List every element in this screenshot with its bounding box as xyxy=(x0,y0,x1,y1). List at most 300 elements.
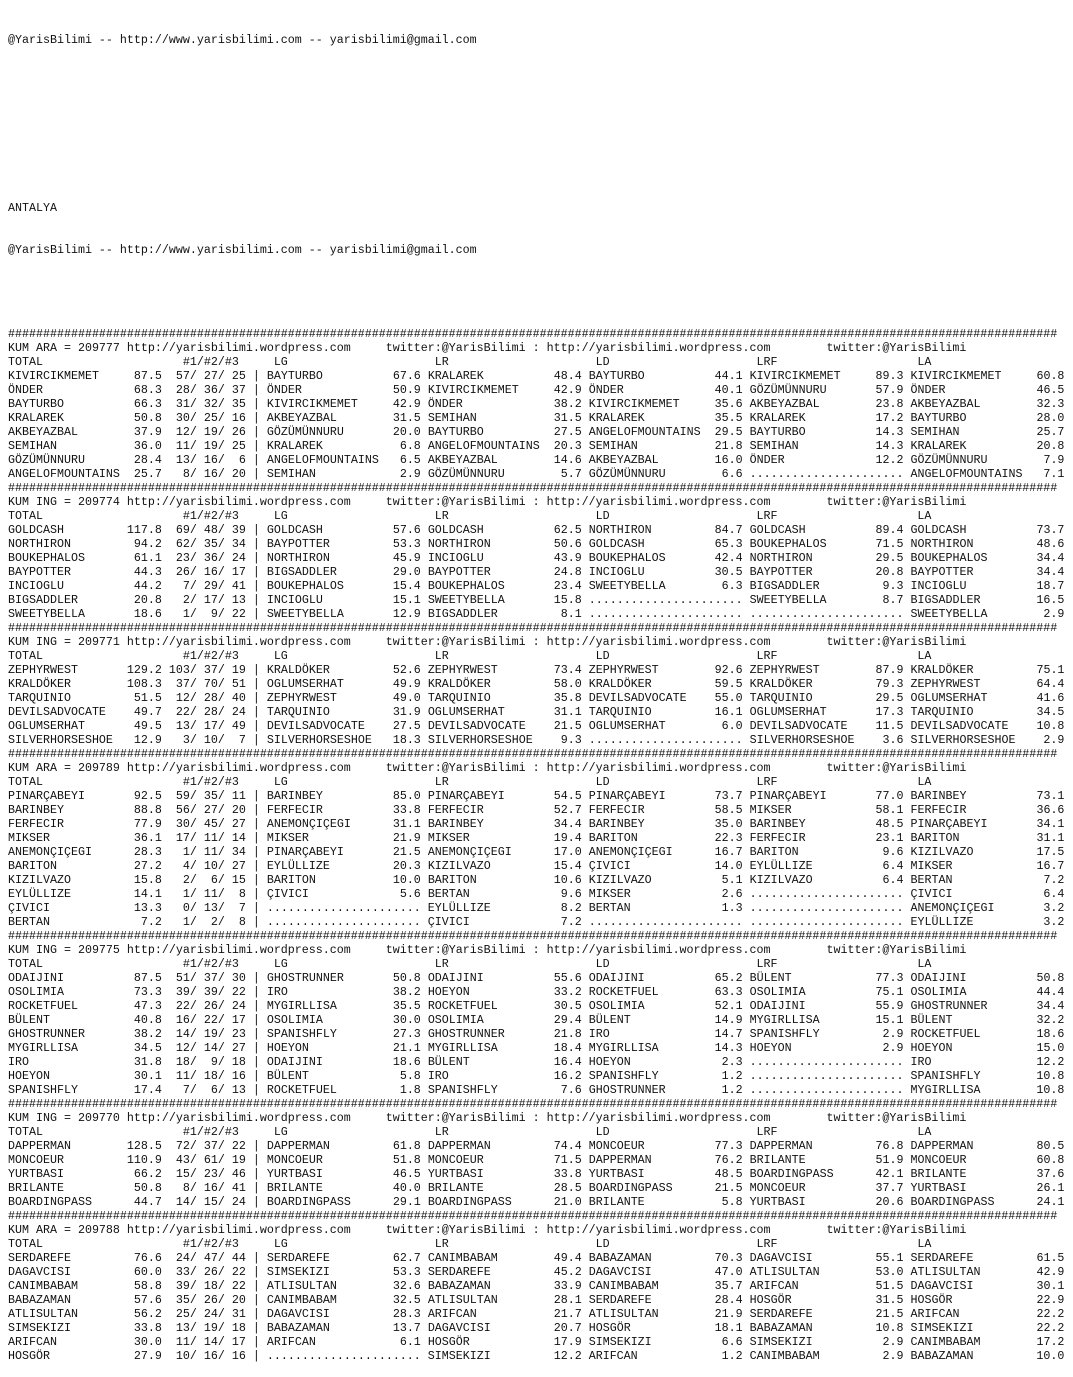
la-horse-name: DAGAVCISI xyxy=(910,1279,1030,1293)
lg-horse-name: GÖZÜMÜNNURU xyxy=(266,425,386,439)
space xyxy=(582,915,589,929)
place-3-count: 6 xyxy=(224,453,246,467)
ld-value: 6.0 xyxy=(707,719,743,733)
twitter-handle: twitter:@YarisBilimi xyxy=(385,635,526,649)
ld-horse-name: SEMIHAN xyxy=(588,439,708,453)
slash: / xyxy=(217,397,225,411)
space xyxy=(904,817,911,831)
space xyxy=(904,411,911,425)
lg-value: 49.0 xyxy=(385,691,421,705)
lrf-value: 6.4 xyxy=(868,873,904,887)
space xyxy=(162,733,169,747)
slash: / xyxy=(189,537,197,551)
ld-value: 59.5 xyxy=(707,677,743,691)
lg-horse-name: BAYPOTTER xyxy=(266,537,386,551)
table-row xyxy=(8,537,1064,551)
divider: | xyxy=(245,999,267,1013)
total-value: 36.1 xyxy=(126,831,162,845)
race-id: KUM ING = 209771 xyxy=(8,635,120,649)
space xyxy=(120,1279,127,1293)
space xyxy=(904,1069,911,1083)
place-1-count: 1 xyxy=(168,915,190,929)
place-3-count: 27 xyxy=(224,817,246,831)
horse-name: BAYTURBO xyxy=(8,397,120,411)
slash: / xyxy=(189,971,197,985)
place-3-count: 16 xyxy=(224,411,246,425)
lr-horse-name: PINARÇABEYI xyxy=(427,789,547,803)
lr-value: 38.2 xyxy=(546,397,582,411)
blog-url: http://yarisbilimi.wordpress.com xyxy=(546,341,771,355)
lr-horse-name: BABAZAMAN xyxy=(427,1279,547,1293)
lr-horse-name: BAYPOTTER xyxy=(427,565,547,579)
la-value: 50.8 xyxy=(1029,971,1065,985)
space xyxy=(743,915,750,929)
divider: | xyxy=(245,607,267,621)
slash: / xyxy=(189,1321,197,1335)
space xyxy=(582,1069,589,1083)
lrf-value: 12.2 xyxy=(868,453,904,467)
lr-horse-name: YURTBASI xyxy=(427,1167,547,1181)
total-value: 87.5 xyxy=(126,369,162,383)
space xyxy=(120,1251,127,1265)
place-2-count: 48 xyxy=(196,523,218,537)
space xyxy=(904,1139,911,1153)
ld-value: 21.8 xyxy=(707,439,743,453)
lrf-value: 89.3 xyxy=(868,369,904,383)
place-1-count: 31 xyxy=(168,397,190,411)
slash: / xyxy=(189,789,197,803)
table-row xyxy=(8,579,1064,593)
lrf-horse-name: BOUKEPHALOS xyxy=(749,537,869,551)
space xyxy=(120,971,127,985)
space xyxy=(743,1349,750,1363)
lrf-horse-name: KRALAREK xyxy=(749,411,869,425)
lg-value: 52.6 xyxy=(385,663,421,677)
lg-value: 50.9 xyxy=(385,383,421,397)
space xyxy=(904,467,911,481)
space xyxy=(162,859,169,873)
total-value: 17.4 xyxy=(126,1083,162,1097)
lg-horse-name: HOEYON xyxy=(266,1041,386,1055)
slash: / xyxy=(217,1349,225,1363)
horse-name: ANEMONÇIÇEGI xyxy=(8,845,120,859)
divider: | xyxy=(245,803,267,817)
colon: : xyxy=(532,943,540,957)
place-3-count: 40 xyxy=(224,691,246,705)
lrf-value: 17.3 xyxy=(868,705,904,719)
lr-value: 16.2 xyxy=(546,1069,582,1083)
lrf-value: 57.9 xyxy=(868,383,904,397)
lg-horse-name: ANEMONÇIÇEGI xyxy=(266,817,386,831)
slash: / xyxy=(217,1321,225,1335)
lg-value: 15.4 xyxy=(385,579,421,593)
space xyxy=(120,1111,127,1125)
space xyxy=(582,467,589,481)
lg-value: 38.2 xyxy=(385,985,421,999)
space xyxy=(421,1293,428,1307)
total-value: 27.9 xyxy=(126,1349,162,1363)
total-value: 60.0 xyxy=(126,1265,162,1279)
place-1-count: 11 xyxy=(168,439,190,453)
space xyxy=(582,383,589,397)
total-value: 40.8 xyxy=(126,1013,162,1027)
space xyxy=(582,817,589,831)
space xyxy=(162,1321,169,1335)
lg-horse-name: MIKSER xyxy=(266,831,386,845)
lrf-value: 23.1 xyxy=(868,831,904,845)
place-2-count: 32 xyxy=(196,397,218,411)
total-value: 117.8 xyxy=(126,523,162,537)
lr-value: 74.4 xyxy=(546,1139,582,1153)
place-3-count: 19 xyxy=(224,663,246,677)
la-horse-name: ROCKETFUEL xyxy=(910,1027,1030,1041)
table-row xyxy=(8,719,1064,733)
header-lr: LR xyxy=(434,509,596,523)
space xyxy=(743,551,750,565)
separator-line: ###################################################################################################################################################### xyxy=(8,747,1058,761)
la-horse-name: BRILANTE xyxy=(910,1167,1030,1181)
divider: | xyxy=(245,537,267,551)
la-horse-name: ODAIJINI xyxy=(910,971,1030,985)
place-3-count: 24 xyxy=(224,551,246,565)
race-sections xyxy=(8,327,1064,1363)
space xyxy=(904,1153,911,1167)
space xyxy=(540,635,547,649)
slash: / xyxy=(189,1251,197,1265)
la-value: 2.9 xyxy=(1029,607,1065,621)
lr-value: 35.8 xyxy=(546,691,582,705)
total-value: 44.3 xyxy=(126,565,162,579)
space xyxy=(421,383,428,397)
space xyxy=(743,719,750,733)
lrf-value: 2.9 xyxy=(868,1041,904,1055)
space xyxy=(421,705,428,719)
lg-horse-name: BRILANTE xyxy=(266,1181,386,1195)
place-1-count: 14 xyxy=(168,1195,190,1209)
lr-horse-name: INCIOGLU xyxy=(427,551,547,565)
slash: / xyxy=(189,453,197,467)
lg-value: 5.6 xyxy=(385,887,421,901)
place-3-count: 22 xyxy=(224,1139,246,1153)
la-value: 10.8 xyxy=(1029,719,1065,733)
slash: / xyxy=(217,1181,225,1195)
slash: / xyxy=(189,439,197,453)
header-la: LA xyxy=(917,355,932,369)
space xyxy=(743,733,750,747)
divider: | xyxy=(245,1321,267,1335)
la-value: 22.2 xyxy=(1029,1307,1065,1321)
space xyxy=(904,831,911,845)
table-row xyxy=(8,1027,1064,1041)
slash: / xyxy=(189,803,197,817)
space xyxy=(904,1293,911,1307)
table-row xyxy=(8,873,1064,887)
horse-name: BIGSADDLER xyxy=(8,593,120,607)
table-row xyxy=(8,1167,1064,1181)
lg-horse-name: AKBEYAZBAL xyxy=(266,411,386,425)
table-row xyxy=(8,425,1064,439)
lr-value: 33.8 xyxy=(546,1167,582,1181)
lrf-horse-name: PINARÇABEYI xyxy=(749,789,869,803)
lg-horse-name: BOUKEPHALOS xyxy=(266,579,386,593)
twitter-handle: twitter:@YarisBilimi xyxy=(826,1223,967,1237)
ld-horse-name: DAGAVCISI xyxy=(588,1265,708,1279)
header-total: TOTAL xyxy=(8,355,183,369)
slash: / xyxy=(217,1307,225,1321)
la-horse-name: BABAZAMAN xyxy=(910,1349,1030,1363)
lr-value: 42.9 xyxy=(546,383,582,397)
lrf-empty-cell: ...................... xyxy=(749,915,904,929)
space xyxy=(743,523,750,537)
la-horse-name: INCIOGLU xyxy=(910,579,1030,593)
space xyxy=(120,1195,127,1209)
lrf-horse-name: OGLUMSERHAT xyxy=(749,705,869,719)
lr-horse-name: CANIMBABAM xyxy=(427,1251,547,1265)
slash: / xyxy=(189,565,197,579)
space xyxy=(120,985,127,999)
la-horse-name: IRO xyxy=(910,1055,1030,1069)
total-value: 50.8 xyxy=(126,1181,162,1195)
header-la: LA xyxy=(917,1237,932,1251)
space xyxy=(743,817,750,831)
lrf-horse-name: ÖNDER xyxy=(749,453,869,467)
ld-horse-name: PINARÇABEYI xyxy=(588,789,708,803)
lrf-horse-name: ODAIJINI xyxy=(749,999,869,1013)
space xyxy=(162,565,169,579)
slash: / xyxy=(217,1069,225,1083)
space xyxy=(421,467,428,481)
lr-value: 71.5 xyxy=(546,1153,582,1167)
lr-horse-name: OSOLIMIA xyxy=(427,1013,547,1027)
slash: / xyxy=(189,915,197,929)
lr-value: 5.7 xyxy=(546,467,582,481)
space xyxy=(120,579,127,593)
place-3-count: 20 xyxy=(224,803,246,817)
la-horse-name: GHOSTRUNNER xyxy=(910,999,1030,1013)
place-3-count: 27 xyxy=(224,859,246,873)
space xyxy=(904,551,911,565)
ld-horse-name: NORTHIRON xyxy=(588,523,708,537)
race-id: KUM ARA = 209777 xyxy=(8,341,120,355)
header-ld: LD xyxy=(595,957,757,971)
space xyxy=(162,1153,169,1167)
space xyxy=(120,1139,127,1153)
ld-value: 84.7 xyxy=(707,523,743,537)
lr-horse-name: ÖNDER xyxy=(427,397,547,411)
horse-name: AKBEYAZBAL xyxy=(8,425,120,439)
header-lrf: LRF xyxy=(756,1125,918,1139)
space xyxy=(743,859,750,873)
ld-value: 35.5 xyxy=(707,411,743,425)
space xyxy=(421,1013,428,1027)
space xyxy=(351,635,386,649)
ld-horse-name: MYGIRLLISA xyxy=(588,1041,708,1055)
lg-value: 29.0 xyxy=(385,565,421,579)
lg-horse-name: BARINBEY xyxy=(266,789,386,803)
la-value: 16.5 xyxy=(1029,593,1065,607)
lr-horse-name: TARQUINIO xyxy=(427,691,547,705)
space xyxy=(743,453,750,467)
space xyxy=(421,1265,428,1279)
lr-horse-name: ANEMONÇIÇEGI xyxy=(427,845,547,859)
space xyxy=(582,831,589,845)
table-row xyxy=(8,1251,1064,1265)
slash: / xyxy=(217,439,225,453)
total-value: 94.2 xyxy=(126,537,162,551)
space xyxy=(904,439,911,453)
space xyxy=(162,691,169,705)
total-value: 30.1 xyxy=(126,1069,162,1083)
lrf-value: 9.6 xyxy=(868,845,904,859)
la-value: 64.4 xyxy=(1029,677,1065,691)
lr-horse-name: DEVILSADVOCATE xyxy=(427,719,547,733)
slash: / xyxy=(217,999,225,1013)
place-2-count: 9 xyxy=(196,607,218,621)
space xyxy=(743,439,750,453)
lg-value: 61.8 xyxy=(385,1139,421,1153)
space xyxy=(421,537,428,551)
lg-horse-name: ROCKETFUEL xyxy=(266,1083,386,1097)
ld-value: 44.1 xyxy=(707,369,743,383)
lg-value: 31.9 xyxy=(385,705,421,719)
section-title-line xyxy=(8,1111,1064,1125)
space xyxy=(120,1083,127,1097)
divider: | xyxy=(245,1307,267,1321)
place-1-count: 28 xyxy=(168,383,190,397)
horse-name: KRALDÖKER xyxy=(8,677,120,691)
la-horse-name: PINARÇABEYI xyxy=(910,817,1030,831)
space xyxy=(162,523,169,537)
space xyxy=(743,593,750,607)
lg-horse-name: BABAZAMAN xyxy=(266,1321,386,1335)
space xyxy=(120,719,127,733)
space xyxy=(582,1321,589,1335)
ld-value: 14.9 xyxy=(707,1013,743,1027)
header-ld: LD xyxy=(595,355,757,369)
lrf-horse-name: HOEYON xyxy=(749,1041,869,1055)
header-lg: LG xyxy=(273,509,435,523)
slash: / xyxy=(189,859,197,873)
space xyxy=(162,607,169,621)
total-value: 61.1 xyxy=(126,551,162,565)
lr-value: 21.5 xyxy=(546,719,582,733)
lrf-value: 77.0 xyxy=(868,789,904,803)
lg-value: 49.9 xyxy=(385,677,421,691)
space xyxy=(582,663,589,677)
space xyxy=(904,579,911,593)
divider: | xyxy=(245,523,267,537)
space xyxy=(582,551,589,565)
space xyxy=(582,607,589,621)
la-horse-name: OSOLIMIA xyxy=(910,985,1030,999)
header-total: TOTAL xyxy=(8,957,183,971)
space xyxy=(421,453,428,467)
lr-value: 52.7 xyxy=(546,803,582,817)
space xyxy=(743,1307,750,1321)
la-value: 12.2 xyxy=(1029,1055,1065,1069)
slash: / xyxy=(189,677,197,691)
lg-value: 32.6 xyxy=(385,1279,421,1293)
twitter-handle: twitter:@YarisBilimi xyxy=(826,341,967,355)
la-value: 34.4 xyxy=(1029,551,1065,565)
divider: | xyxy=(245,887,267,901)
la-horse-name: EYLÜLLIZE xyxy=(910,915,1030,929)
place-2-count: 37 xyxy=(196,971,218,985)
space xyxy=(120,705,127,719)
la-horse-name: FERFECIR xyxy=(910,803,1030,817)
place-2-count: 45 xyxy=(196,817,218,831)
place-3-count: 41 xyxy=(224,579,246,593)
table-row xyxy=(8,901,1064,915)
space xyxy=(120,1027,127,1041)
slash: / xyxy=(217,803,225,817)
ld-horse-name: SWEETYBELLA xyxy=(588,579,708,593)
ld-value: 21.5 xyxy=(707,1181,743,1195)
la-value: 46.5 xyxy=(1029,383,1065,397)
twitter-handle: twitter:@YarisBilimi xyxy=(385,1223,526,1237)
lr-value: 49.4 xyxy=(546,1251,582,1265)
horse-name: GOLDCASH xyxy=(8,523,120,537)
lrf-value: 48.5 xyxy=(868,817,904,831)
lrf-horse-name: KIZILVAZO xyxy=(749,873,869,887)
space xyxy=(582,1335,589,1349)
space xyxy=(582,985,589,999)
place-1-count: 12 xyxy=(168,691,190,705)
table-row xyxy=(8,1139,1064,1153)
space xyxy=(162,803,169,817)
lr-horse-name: BRILANTE xyxy=(427,1181,547,1195)
section-title-line xyxy=(8,1223,1064,1237)
ld-value: 16.0 xyxy=(707,453,743,467)
place-2-count: 14 xyxy=(196,1041,218,1055)
ld-horse-name: ANGELOFMOUNTAINS xyxy=(588,425,708,439)
place-3-count: 7 xyxy=(224,901,246,915)
lr-value: 10.6 xyxy=(546,873,582,887)
space xyxy=(582,719,589,733)
place-2-count: 35 xyxy=(196,789,218,803)
race-id: KUM ING = 209775 xyxy=(8,943,120,957)
la-value: 37.6 xyxy=(1029,1167,1065,1181)
ld-value: 29.5 xyxy=(707,425,743,439)
lg-value: 57.6 xyxy=(385,523,421,537)
place-2-count: 37 xyxy=(196,1139,218,1153)
ld-value: 48.5 xyxy=(707,1167,743,1181)
place-1-count: 1 xyxy=(168,887,190,901)
lg-horse-name: ÖNDER xyxy=(266,383,386,397)
space xyxy=(162,369,169,383)
place-2-count: 11 xyxy=(196,831,218,845)
space xyxy=(421,845,428,859)
total-value: 28.4 xyxy=(126,453,162,467)
space xyxy=(540,1223,547,1237)
la-value: 3.2 xyxy=(1029,901,1065,915)
space xyxy=(904,1181,911,1195)
column-header-line xyxy=(8,957,1064,971)
lg-horse-name: KRALDÖKER xyxy=(266,663,386,677)
lg-horse-name: INCIOGLU xyxy=(266,593,386,607)
ld-horse-name: ARIFCAN xyxy=(588,1349,708,1363)
lg-horse-name: SERDAREFE xyxy=(266,1251,386,1265)
place-3-count: 16 xyxy=(224,1069,246,1083)
place-1-count: 39 xyxy=(168,1279,190,1293)
divider: | xyxy=(245,383,267,397)
slash: / xyxy=(189,1055,197,1069)
space xyxy=(162,915,169,929)
space xyxy=(904,985,911,999)
la-value: 32.3 xyxy=(1029,397,1065,411)
divider: | xyxy=(245,551,267,565)
divider: | xyxy=(245,817,267,831)
